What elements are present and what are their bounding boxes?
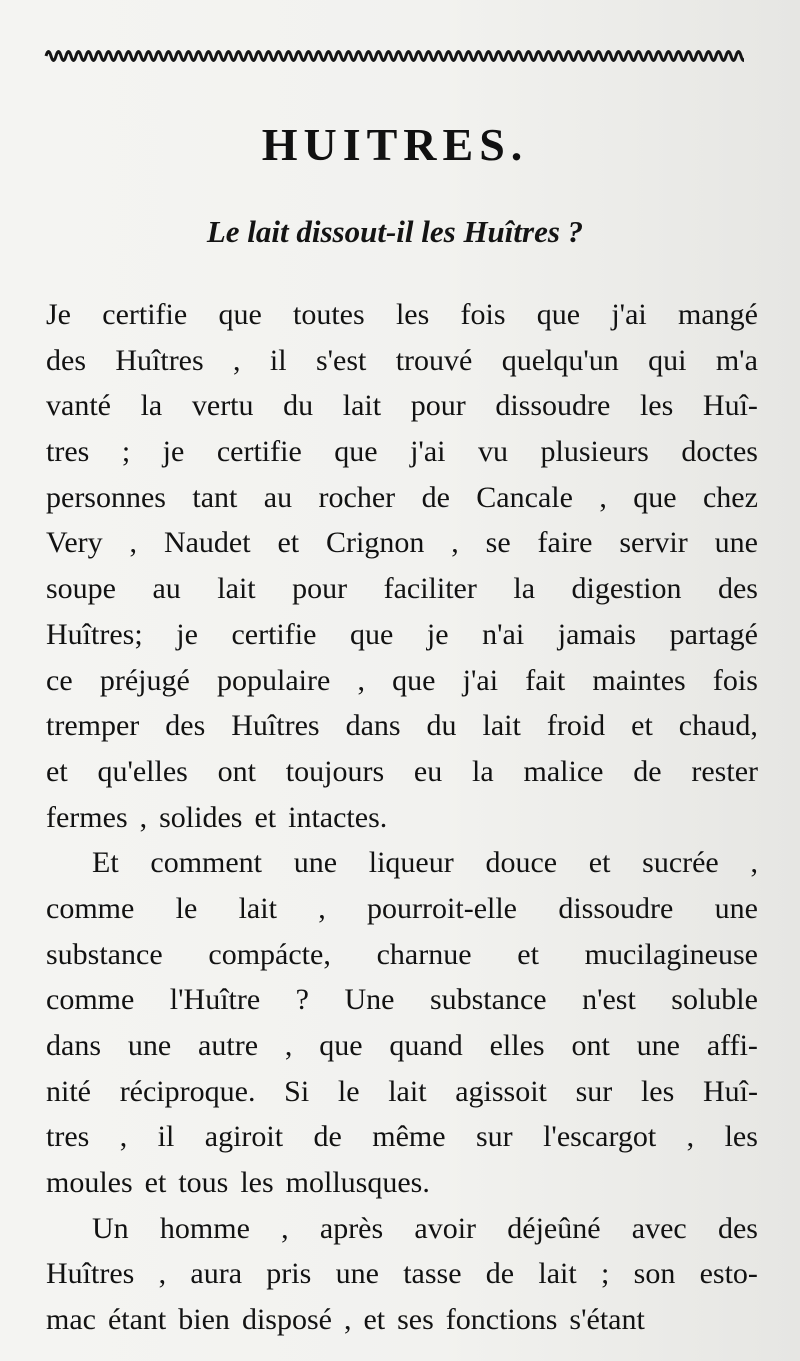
word: et: [517, 937, 539, 971]
word: j'ai: [462, 663, 499, 697]
word: populaire: [216, 663, 331, 697]
word: Naudet: [163, 526, 251, 560]
text-line: [46, 612, 758, 658]
word: chez: [702, 480, 758, 514]
word: que: [536, 298, 581, 331]
word: douce: [485, 846, 558, 880]
word: Je: [46, 298, 71, 331]
word: agiroit: [204, 1120, 284, 1154]
word: une: [335, 1257, 379, 1291]
word: de: [485, 1257, 515, 1291]
word: au: [263, 480, 293, 514]
word: mangé: [677, 298, 758, 331]
word: fermes: [46, 800, 128, 834]
word: de: [633, 754, 662, 788]
word: se: [485, 526, 511, 560]
word: moules: [46, 1166, 133, 1200]
text-line: [46, 1160, 758, 1206]
word: et: [277, 526, 300, 560]
word: au: [152, 572, 181, 606]
word: la: [140, 389, 163, 423]
word: n'ai: [482, 617, 525, 651]
word: sucrée: [642, 846, 719, 880]
word: ,: [233, 343, 241, 377]
word: réciproque.: [119, 1074, 256, 1108]
text-line: [46, 338, 758, 384]
word: les: [724, 1120, 758, 1154]
word: et: [363, 1303, 386, 1337]
word: vanté: [46, 389, 111, 423]
text-line: [46, 1251, 758, 1297]
word: rocher: [318, 480, 396, 514]
text-line: [46, 1114, 758, 1160]
word: que: [218, 298, 262, 331]
word: Huî-: [702, 1074, 758, 1108]
word: je: [176, 617, 198, 651]
word: comment: [150, 846, 263, 880]
word: de: [313, 1120, 342, 1154]
word: faciliter: [383, 572, 477, 606]
word: pourroit-elle: [367, 891, 517, 925]
word: substance: [429, 983, 547, 1017]
word: s'est: [315, 343, 367, 377]
text-line: [46, 1206, 758, 1252]
word: lait: [217, 572, 256, 606]
word: avec: [631, 1211, 687, 1245]
word: ;: [121, 435, 131, 469]
word: vu: [477, 435, 508, 469]
word: ,: [284, 1029, 293, 1062]
word: servir: [619, 526, 688, 560]
body-text: [46, 292, 758, 1343]
word: sur: [575, 1074, 613, 1108]
text-line: [46, 475, 758, 521]
text-line: [46, 566, 758, 612]
word: l'escargot: [543, 1120, 657, 1154]
word: une: [127, 1029, 172, 1062]
word: les: [640, 1074, 675, 1108]
word: et: [144, 1166, 167, 1200]
word: que: [633, 480, 677, 514]
word: eu: [413, 754, 443, 788]
word: il: [269, 343, 287, 377]
word: Huîtres: [231, 709, 320, 743]
paragraph: [46, 292, 758, 840]
text-line: [46, 1297, 758, 1343]
paragraph: [46, 840, 758, 1206]
word: froid: [546, 709, 606, 743]
word: digestion: [571, 572, 682, 606]
word: sur: [475, 1120, 513, 1154]
word: je: [162, 435, 185, 469]
word: ,: [119, 1120, 128, 1154]
word: homme: [159, 1211, 250, 1245]
ornament-wave: [46, 52, 744, 61]
word: tous: [178, 1166, 229, 1200]
word: fait: [525, 663, 566, 697]
word: ce: [46, 663, 73, 697]
word: du: [283, 389, 314, 423]
text-line: [46, 292, 758, 338]
word: étant: [107, 1303, 167, 1337]
word: autre: [198, 1029, 259, 1062]
word: ,: [599, 480, 607, 514]
word: solides: [159, 800, 243, 834]
word: lait: [388, 1074, 427, 1108]
word: qui: [648, 343, 687, 377]
word: des: [165, 709, 206, 743]
word: tasse: [403, 1257, 462, 1291]
text-line: [46, 429, 758, 475]
word: quelqu'un: [501, 343, 619, 377]
word: ,: [686, 1120, 695, 1154]
word: Huî-: [702, 389, 758, 423]
word: nité: [46, 1074, 91, 1108]
text-line: [46, 840, 758, 886]
text-line: [46, 1069, 758, 1115]
text-line: [46, 886, 758, 932]
word: tremper: [46, 709, 140, 743]
word: Une: [344, 983, 395, 1017]
word: dissoudre: [558, 891, 674, 925]
word: esto-: [699, 1257, 758, 1291]
text-line: [46, 520, 758, 566]
word: Un: [92, 1211, 129, 1245]
page-subtitle: Le lait dissout-il les Huîtres ?: [206, 214, 584, 249]
word: fois: [712, 663, 758, 697]
word: doctes: [681, 435, 758, 469]
word: ,: [451, 526, 459, 560]
word: que: [319, 1029, 363, 1062]
word: fonctions: [445, 1303, 558, 1337]
word: lait: [342, 389, 382, 423]
word: intactes.: [288, 800, 388, 834]
word: l'Huître: [169, 983, 261, 1017]
word: certifie: [231, 617, 317, 651]
text-line: [46, 383, 758, 429]
word: même: [372, 1120, 446, 1154]
word: comme: [46, 891, 135, 925]
word: certifie: [216, 435, 302, 469]
word: et: [46, 754, 68, 788]
word: jamais: [557, 617, 637, 651]
word: après: [319, 1211, 384, 1245]
word: que: [349, 617, 394, 651]
paragraph: [46, 1206, 758, 1343]
word: j'ai: [611, 298, 647, 331]
word: je: [426, 617, 449, 651]
word: des: [46, 343, 86, 377]
word: agissoit: [455, 1074, 547, 1108]
word: liqueur: [368, 846, 454, 880]
word: son: [633, 1257, 676, 1291]
word: dans: [46, 1029, 101, 1062]
text-line: [46, 749, 758, 795]
word: dissoudre: [495, 389, 611, 423]
word: une: [636, 1029, 680, 1062]
word: tant: [192, 480, 238, 514]
word: des: [717, 572, 758, 606]
word: Crignon: [326, 526, 425, 560]
word: mucilagineuse: [584, 937, 758, 971]
word: Huîtres;: [46, 617, 143, 651]
word: elles: [489, 1029, 545, 1062]
word: Huîtres: [115, 343, 204, 377]
word: mac: [46, 1303, 96, 1337]
word: trouvé: [395, 343, 473, 377]
word: la: [513, 572, 536, 606]
word: aura: [190, 1257, 243, 1291]
word: et: [631, 709, 653, 743]
word: les: [395, 298, 430, 331]
word: ,: [158, 1257, 167, 1291]
text-line: [46, 977, 758, 1023]
word: et: [588, 846, 611, 880]
word: mollusques.: [285, 1166, 430, 1200]
word: lait: [238, 891, 277, 925]
page-title: HUITRES.: [261, 119, 529, 170]
word: vertu: [191, 389, 254, 423]
word: n'est: [582, 983, 636, 1017]
word: malice: [523, 754, 604, 788]
word: pour: [292, 572, 348, 606]
text-line: [46, 932, 758, 978]
word: quand: [389, 1029, 463, 1062]
word: Et: [92, 846, 119, 880]
word: lait: [538, 1257, 577, 1291]
word: Cancale: [476, 480, 573, 514]
word: les: [639, 389, 674, 423]
word: que: [334, 435, 378, 469]
word: s'étant: [569, 1303, 645, 1337]
word: toutes: [293, 298, 365, 331]
word: et: [254, 800, 277, 834]
word: ?: [295, 983, 309, 1017]
word: ,: [318, 891, 326, 925]
word: ,: [357, 663, 365, 697]
ornamental-rule-icon: [44, 40, 744, 68]
word: bien: [178, 1303, 230, 1337]
word: compácte,: [208, 937, 331, 971]
word: toujours: [285, 754, 385, 788]
word: chaud,: [678, 709, 758, 743]
word: il: [157, 1120, 175, 1154]
word: disposé: [241, 1303, 332, 1337]
word: avoir: [414, 1211, 477, 1245]
word: charnue: [376, 937, 472, 971]
word: lait: [482, 709, 521, 743]
word: ,: [281, 1211, 289, 1245]
word: comme: [46, 983, 135, 1017]
word: ,: [343, 1303, 352, 1337]
word: une: [714, 526, 758, 560]
word: substance: [46, 937, 163, 971]
word: faire: [537, 526, 593, 560]
word: certifie: [102, 298, 188, 331]
text-line: [46, 1023, 758, 1069]
word: des: [717, 1211, 758, 1245]
word: ,: [139, 800, 148, 834]
word: préjugé: [99, 663, 190, 697]
text-line: [46, 703, 758, 749]
word: fois: [460, 298, 506, 331]
word: le: [337, 1074, 360, 1108]
word: rester: [691, 754, 758, 788]
word: pris: [266, 1257, 312, 1291]
word: tres: [46, 1120, 90, 1154]
word: du: [426, 709, 457, 743]
word: partagé: [669, 617, 758, 651]
word: j'ai: [410, 435, 446, 469]
word: soluble: [671, 983, 758, 1017]
word: pour: [410, 389, 466, 423]
word: ,: [750, 846, 758, 880]
text-line: [46, 658, 758, 704]
text-line: [46, 795, 758, 841]
word: déjeûné: [507, 1211, 601, 1245]
word: une: [293, 846, 338, 880]
word: plusieurs: [540, 435, 649, 469]
word: qu'elles: [97, 754, 188, 788]
word: m'a: [715, 343, 758, 377]
word: personnes: [46, 480, 166, 514]
word: tres: [46, 435, 90, 469]
word: ses: [397, 1303, 434, 1337]
word: maintes: [592, 663, 686, 697]
word: dans: [345, 709, 401, 743]
word: Very: [46, 526, 103, 560]
word: soupe: [46, 572, 116, 606]
word: ;: [601, 1257, 610, 1291]
word: ,: [129, 526, 138, 560]
word: ont: [571, 1029, 610, 1062]
word: affi-: [706, 1029, 758, 1062]
word: une: [714, 891, 758, 925]
word: les: [240, 1166, 274, 1200]
word: Huîtres: [46, 1257, 135, 1291]
word: Si: [284, 1074, 310, 1108]
word: ont: [217, 754, 256, 788]
word: de: [421, 480, 450, 514]
word: le: [175, 891, 198, 925]
word: la: [472, 754, 494, 788]
word: que: [392, 663, 436, 697]
